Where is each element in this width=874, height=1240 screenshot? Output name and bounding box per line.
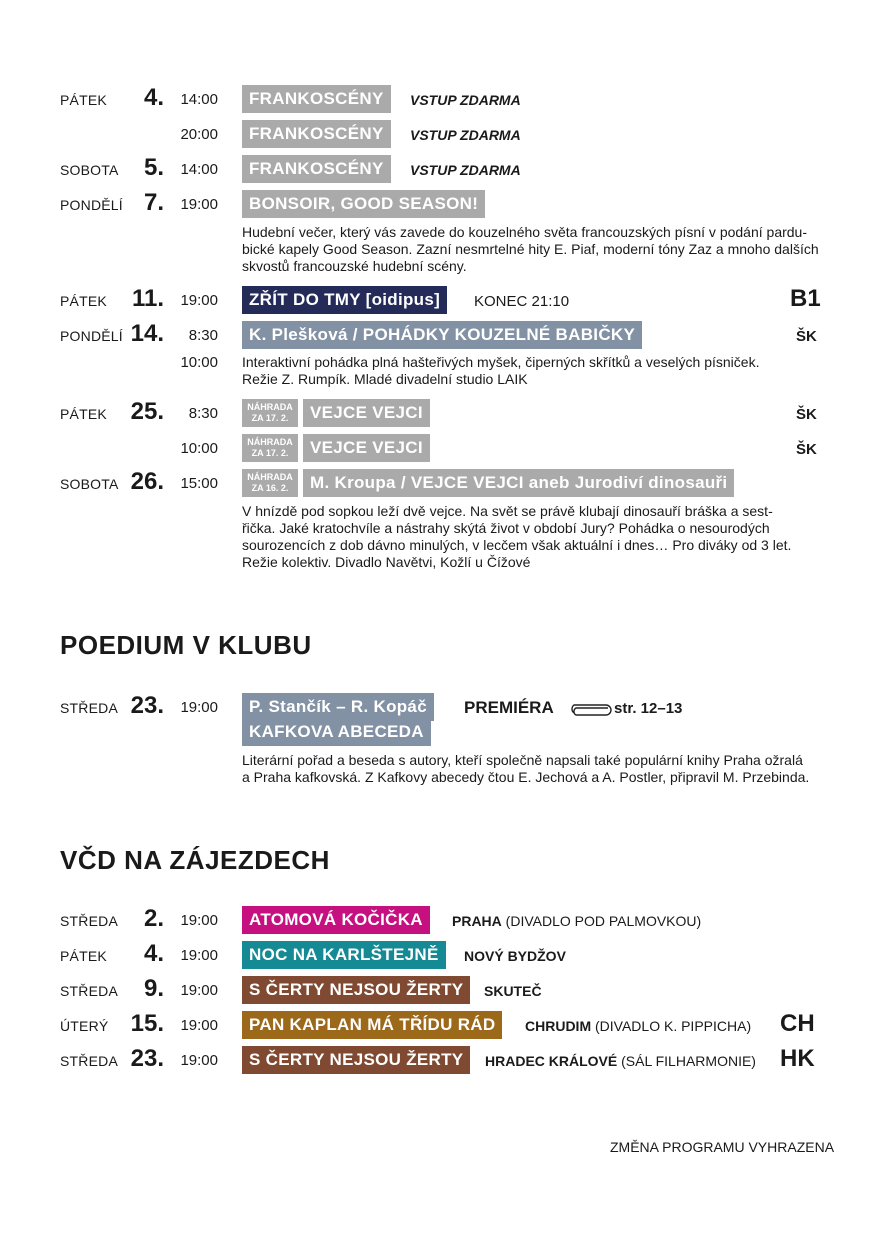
tour-location xyxy=(525,1018,751,1034)
date-number: 4. xyxy=(143,940,164,967)
day-label: STŘEDA xyxy=(60,1053,118,1069)
event-description xyxy=(242,752,822,786)
day-label: PÁTEK xyxy=(60,92,107,108)
event-title[interactable]: K. Plešková / POHÁDKY KOUZELNÉ BABIČKY xyxy=(242,321,642,349)
date-number: 11. xyxy=(131,285,164,312)
date-number: 7. xyxy=(143,189,164,216)
time-label: 8:30 xyxy=(188,327,218,344)
day-label: PONDĚLÍ xyxy=(60,197,123,213)
event-title[interactable]: BONSOIR, GOOD SEASON! xyxy=(242,190,485,218)
tour-title[interactable]: PAN KAPLAN MÁ TŘÍDU RÁD xyxy=(242,1011,502,1039)
event-title[interactable]: ZŘÍT DO TMY [oidipus] xyxy=(242,286,447,314)
premiere-label: PREMIÉRA xyxy=(464,698,554,717)
section-heading: VČD NA ZÁJEZDECH xyxy=(60,845,330,875)
day-label: PONDĚLÍ xyxy=(60,328,123,344)
event-description xyxy=(242,354,822,388)
page-reference: str. 12–13 xyxy=(614,700,683,717)
time-label: 19:00 xyxy=(180,1017,218,1034)
description-line: Interaktivní pohádka plná hašteřivých myšek, čiperných skřítků a veselých písniček. xyxy=(242,354,760,370)
day-label: STŘEDA xyxy=(60,913,118,929)
tour-tag: HK xyxy=(780,1045,815,1072)
event-title[interactable]: FRANKOSCÉNY xyxy=(242,120,391,148)
day-label: SOBOTA xyxy=(60,476,119,492)
event-title[interactable]: FRANKOSCÉNY xyxy=(242,155,391,183)
day-label: PÁTEK xyxy=(60,948,107,964)
description-line: Hudební večer, který vás zavede do kouzelného světa francouzských písní v podání pardu- xyxy=(242,224,807,240)
event-tag: ŠK xyxy=(796,328,817,345)
event-note: KONEC 21:10 xyxy=(474,293,570,310)
replacement-date: ZA 16. 2. xyxy=(251,483,289,493)
replacement-badge xyxy=(242,469,298,497)
event-description xyxy=(242,224,822,275)
time-label: 20:00 xyxy=(180,126,218,143)
description-line: Režie Z. Rumpík. Mladé divadelní studio LAIK xyxy=(242,371,528,387)
event-title[interactable]: M. Kroupa / VEJCE VEJCI aneb Jurodiví dinosauři xyxy=(303,469,734,497)
event-note: VSTUP ZDARMA xyxy=(410,92,521,108)
tour-venue: (DIVADLO K. PIPPICHA) xyxy=(595,1018,752,1034)
paperclip-icon xyxy=(568,703,612,721)
time-label: 8:30 xyxy=(188,405,218,422)
tour-city: HRADEC KRÁLOVÉ xyxy=(485,1053,618,1069)
date-number: 25. xyxy=(130,398,164,425)
tour-venue: (DIVADLO POD PALMOVKOU) xyxy=(505,913,702,929)
date-number: 9. xyxy=(143,975,164,1002)
date-number: 23. xyxy=(130,1045,164,1072)
tour-city: CHRUDIM xyxy=(525,1018,592,1034)
description-line: bické kapely Good Season. Zazní nesmrtelné hity E. Piaf, moderní tóny Zaz a mnoho dalších xyxy=(242,241,819,257)
replacement-date: ZA 17. 2. xyxy=(251,448,289,458)
date-number: 14. xyxy=(130,320,164,347)
day-label: SOBOTA xyxy=(60,162,119,178)
event-tag: B1 xyxy=(790,285,821,312)
time-label: 19:00 xyxy=(180,1052,218,1069)
day-label: STŘEDA xyxy=(60,700,118,716)
description-line: V hnízdě pod sopkou leží dvě vejce. Na svět se právě klubají dinosauří bráška a sest- xyxy=(242,503,773,519)
replacement-label: NÁHRADA xyxy=(247,402,293,412)
tour-city: SKUTEČ xyxy=(484,983,542,999)
event-subtitle[interactable]: KAFKOVA ABECEDA xyxy=(242,718,431,746)
day-label: ÚTERÝ xyxy=(60,1018,109,1034)
time-label: 14:00 xyxy=(180,161,218,178)
time-label: 19:00 xyxy=(180,196,218,213)
time-label: 14:00 xyxy=(180,91,218,108)
event-tag: ŠK xyxy=(796,441,817,458)
day-label: STŘEDA xyxy=(60,983,118,999)
tour-location xyxy=(464,948,566,964)
event-tag: ŠK xyxy=(796,406,817,423)
description-line: sourozencích z dob dávno minulých, v lecčem však aktuální i dnes… Pro diváky od 3 let. xyxy=(242,537,792,553)
time-label: 19:00 xyxy=(180,292,218,309)
date-number: 26. xyxy=(130,468,164,495)
tour-title[interactable]: ATOMOVÁ KOČIČKA xyxy=(242,906,430,934)
tour-tag: CH xyxy=(780,1010,815,1037)
date-number: 23. xyxy=(130,692,164,719)
time-label: 19:00 xyxy=(180,912,218,929)
replacement-label: NÁHRADA xyxy=(247,437,293,447)
tour-title[interactable]: S ČERTY NEJSOU ŽERTY xyxy=(242,1046,470,1074)
replacement-date: ZA 17. 2. xyxy=(251,413,289,423)
date-number: 2. xyxy=(143,905,164,932)
description-line: Literární pořad a beseda s autory, kteří společně napsali také populární knihy Praha ožralá xyxy=(242,752,803,768)
event-note: VSTUP ZDARMA xyxy=(410,162,521,178)
tour-city: NOVÝ BYDŽOV xyxy=(464,948,566,964)
tour-city: PRAHA xyxy=(452,913,502,929)
day-label: PÁTEK xyxy=(60,406,107,422)
event-title[interactable]: FRANKOSCÉNY xyxy=(242,85,391,113)
time-label: 10:00 xyxy=(180,440,218,457)
tour-location xyxy=(452,913,701,929)
time-label: 19:00 xyxy=(180,699,218,716)
footer-note: ZMĚNA PROGRAMU VYHRAZENA xyxy=(610,1139,835,1155)
event-title[interactable]: VEJCE VEJCI xyxy=(303,399,430,427)
tour-venue: (SÁL FILHARMONIE) xyxy=(621,1053,756,1069)
description-line: řička. Jaké kratochvíle a nástrahy skýtá život v období Jury? Pohádka o nesourodých xyxy=(242,520,770,536)
description-line: skvostů francouzské hudební scény. xyxy=(242,258,467,274)
event-title[interactable]: VEJCE VEJCI xyxy=(303,434,430,462)
section-heading: POEDIUM V KLUBU xyxy=(60,630,312,660)
date-number: 4. xyxy=(143,84,164,111)
event-title[interactable]: P. Stančík – R. Kopáč xyxy=(242,693,434,721)
tour-location xyxy=(485,1053,756,1069)
tour-title[interactable]: S ČERTY NEJSOU ŽERTY xyxy=(242,976,470,1004)
description-line: a Praha kafkovská. Z Kafkovy abecedy čtou E. Jechová a A. Postler, připravil M. Przebinda. xyxy=(242,769,810,785)
replacement-badge xyxy=(242,399,298,427)
time-label: 19:00 xyxy=(180,982,218,999)
time-label: 19:00 xyxy=(180,947,218,964)
day-label: PÁTEK xyxy=(60,293,107,309)
replacement-badge xyxy=(242,434,298,462)
tour-title[interactable]: NOC NA KARLŠTEJNĚ xyxy=(242,941,446,969)
description-line: Režie kolektiv. Divadlo Navětvi, Kožlí u Čížové xyxy=(242,554,531,570)
time-label: 15:00 xyxy=(180,475,218,492)
event-note: VSTUP ZDARMA xyxy=(410,127,521,143)
tour-location xyxy=(484,983,542,999)
event-description xyxy=(242,503,822,571)
date-number: 15. xyxy=(130,1010,164,1037)
time-label: 10:00 xyxy=(180,354,218,371)
replacement-label: NÁHRADA xyxy=(247,472,293,482)
date-number: 5. xyxy=(143,154,164,181)
